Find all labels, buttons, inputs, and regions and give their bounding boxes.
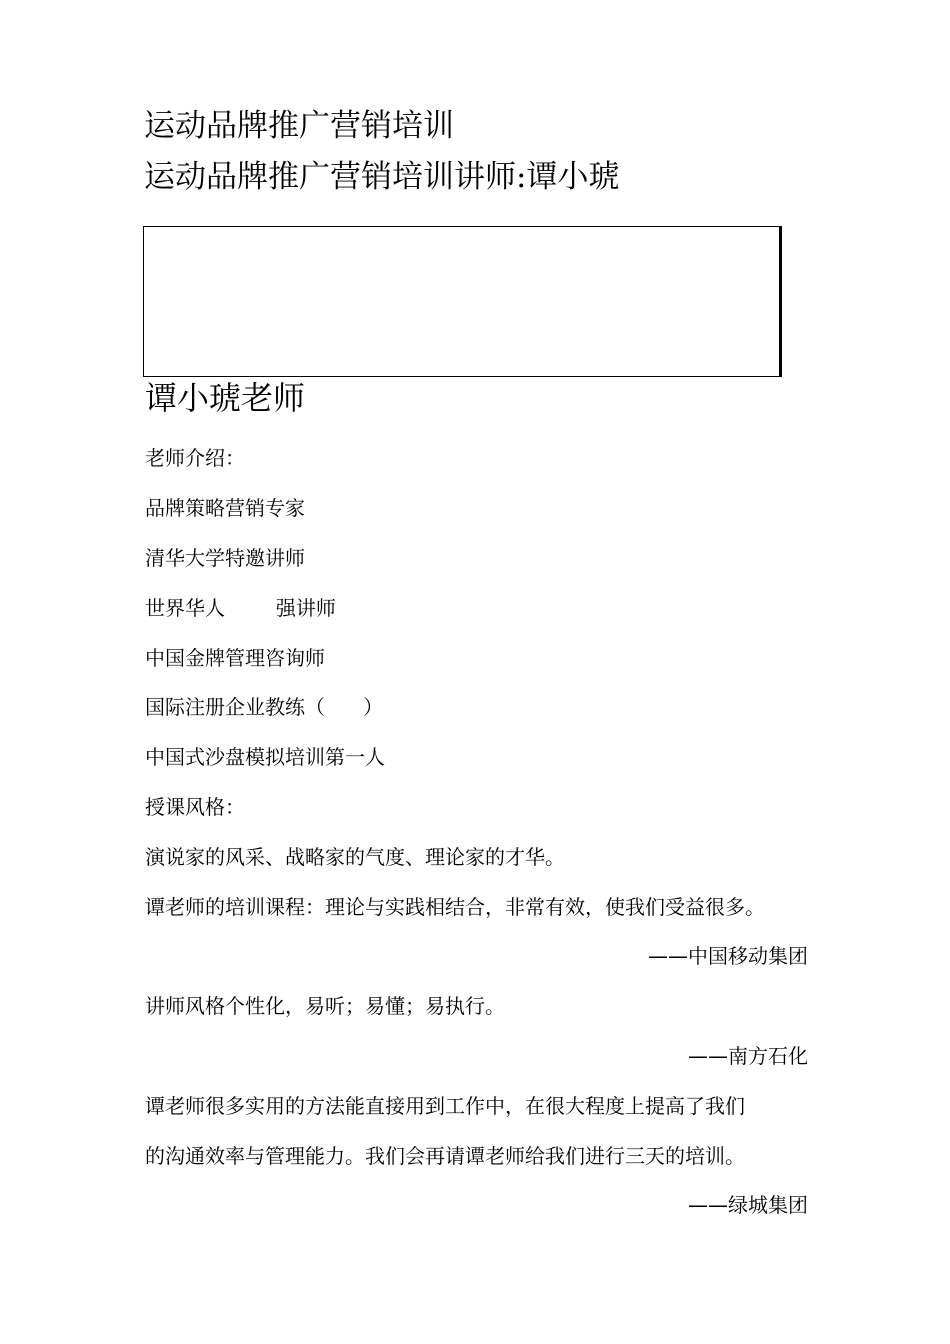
testimonial-text: 谭老师的培训课程：理论与实践相结合，非常有效，使我们受益很多。 xyxy=(145,895,765,919)
document-title: 运动品牌推广营销培训 xyxy=(144,108,454,144)
document-subtitle: 运动品牌推广营销培训讲师:谭小琥 xyxy=(144,159,620,195)
intro-label: 老师介绍： xyxy=(145,446,245,470)
style-label: 授课风格： xyxy=(145,795,245,819)
image-placeholder-box xyxy=(143,226,780,377)
testimonial-source: ——绿城集团 xyxy=(688,1193,808,1217)
credential-item: 中国金牌管理咨询师 xyxy=(145,646,325,670)
credential-item: 品牌策略营销专家 xyxy=(145,496,305,520)
credential-item: 世界华人 强讲师 xyxy=(145,596,336,620)
teacher-name: 谭小琥老师 xyxy=(145,379,306,417)
credential-item: 国际注册企业教练（ ） xyxy=(145,695,384,719)
testimonial-text: 谭老师很多实用的方法能直接用到工作中，在很大程度上提高了我们 xyxy=(145,1094,745,1118)
testimonial-text: 的沟通效率与管理能力。我们会再请谭老师给我们进行三天的培训。 xyxy=(145,1144,745,1168)
testimonial-source: ——南方石化 xyxy=(688,1044,808,1068)
testimonial-text: 讲师风格个性化，易听；易懂；易执行。 xyxy=(145,994,505,1018)
credential-item: 清华大学特邀讲师 xyxy=(145,546,305,570)
testimonial-source: ——中国移动集团 xyxy=(648,944,808,968)
credential-item: 中国式沙盘模拟培训第一人 xyxy=(145,745,385,769)
style-text: 演说家的风采、战略家的气度、理论家的才华。 xyxy=(145,845,565,869)
